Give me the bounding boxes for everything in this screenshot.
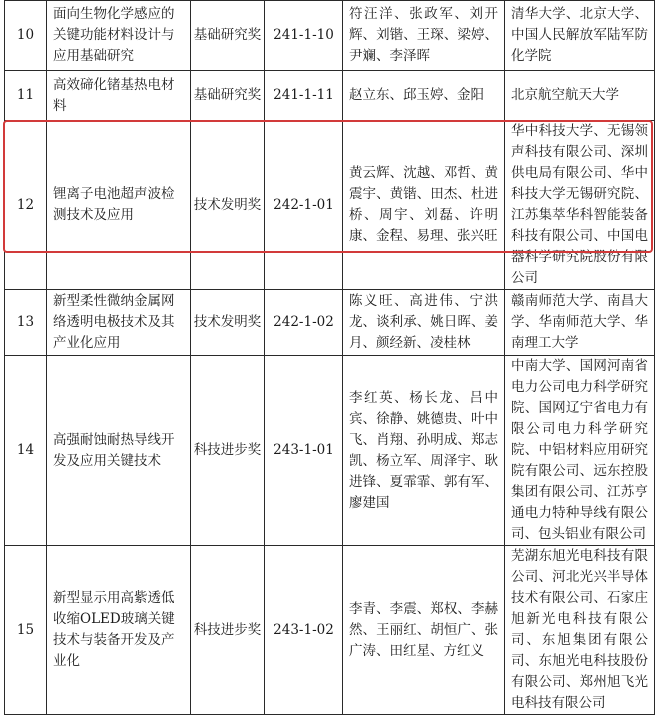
completers: 李红英、杨长龙、吕中宾、徐静、姚德贵、叶中飞、肖翔、孙明成、郑志凯、杨立军、周泽宇、耿进锋、夏霏霏、郭有军、廖建国 — [343, 356, 505, 546]
institutions: 中南大学、国网河南省电力公司电力科学研究院、国网辽宁省电力有限公司电力科学研究院、中铝材料应用研究院有限公司、远东控股集团有限公司、江苏亨通电力特种导线有限公司、包头铝业有限公司 — [505, 356, 655, 546]
award-type: 基础研究奖 — [191, 1, 265, 71]
award-type: 科技进步奖 — [191, 356, 265, 546]
institutions: 赣南师范大学、南昌大学、华南师范大学、华南理工大学 — [505, 290, 655, 356]
table-row — [5, 1, 655, 71]
completers: 赵立东、邱玉婷、金阳 — [343, 71, 505, 121]
row-number: 10 — [5, 1, 47, 71]
award-type: 技术发明奖 — [191, 290, 265, 356]
completers: 李青、李震、郑权、李赫然、王丽红、胡恒广、张广涛、田红星、方红义 — [343, 546, 505, 715]
table-row — [5, 71, 655, 121]
table-row — [5, 546, 655, 715]
institutions: 芜湖东旭光电科技有限公司、河北光兴半导体技术有限公司、石家庄旭新光电科技有限公司、东旭集团有限公司、东旭光电科技股份有限公司、郑州旭飞光电科技有限公司 — [505, 546, 655, 715]
award-code: 242-1-02 — [265, 290, 343, 356]
row-number: 11 — [5, 71, 47, 121]
award-code: 242-1-01 — [265, 121, 343, 290]
award-code: 243-1-01 — [265, 356, 343, 546]
completers: 陈义旺、高进伟、宁洪龙、谈利承、姚日晖、姜月、颜经新、凌桂林 — [343, 290, 505, 356]
table-row — [5, 290, 655, 356]
project-name: 高强耐蚀耐热导线开发及应用关键技术 — [47, 356, 191, 546]
completers: 黄云辉、沈越、邓哲、黄震宇、黄锴、田杰、杜进桥、周宇、刘磊、许明康、金程、易理、张兴旺 — [343, 121, 505, 290]
institutions: 华中科技大学、无锡领声科技有限公司、深圳供电局有限公司、华中科技大学无锡研究院、江苏集萃华科智能装备科技有限公司、中国电器科学研究院股份有限公司 — [505, 121, 655, 290]
institutions: 清华大学、北京大学、中国人民解放军陆军防化学院 — [505, 1, 655, 71]
award-code: 241-1-11 — [265, 71, 343, 121]
row-number: 15 — [5, 546, 47, 715]
project-name: 新型柔性微纳金属网络透明电极技术及其产业化应用 — [47, 290, 191, 356]
award-type: 基础研究奖 — [191, 71, 265, 121]
row-number: 13 — [5, 290, 47, 356]
project-name: 锂离子电池超声波检测技术及应用 — [47, 121, 191, 290]
award-code: 241-1-10 — [265, 1, 343, 71]
award-code: 243-1-02 — [265, 546, 343, 715]
project-name: 高效碲化锗基热电材料 — [47, 71, 191, 121]
award-type: 科技进步奖 — [191, 546, 265, 715]
row-number: 14 — [5, 356, 47, 546]
table-row — [5, 121, 655, 290]
project-name: 新型显示用高紫透低收缩OLED玻璃关键技术与装备开发及产业化 — [47, 546, 191, 715]
award-type: 技术发明奖 — [191, 121, 265, 290]
project-name: 面向生物化学感应的关键功能材料设计与应用基础研究 — [47, 1, 191, 71]
awards-table-body — [5, 1, 655, 715]
completers: 符汪洋、张政军、刘开辉、刘锴、王琛、梁婷、尹斓、李泽晖 — [343, 1, 505, 71]
awards-table — [4, 0, 655, 715]
table-row — [5, 356, 655, 546]
row-number: 12 — [5, 121, 47, 290]
institutions: 北京航空航天大学 — [505, 71, 655, 121]
